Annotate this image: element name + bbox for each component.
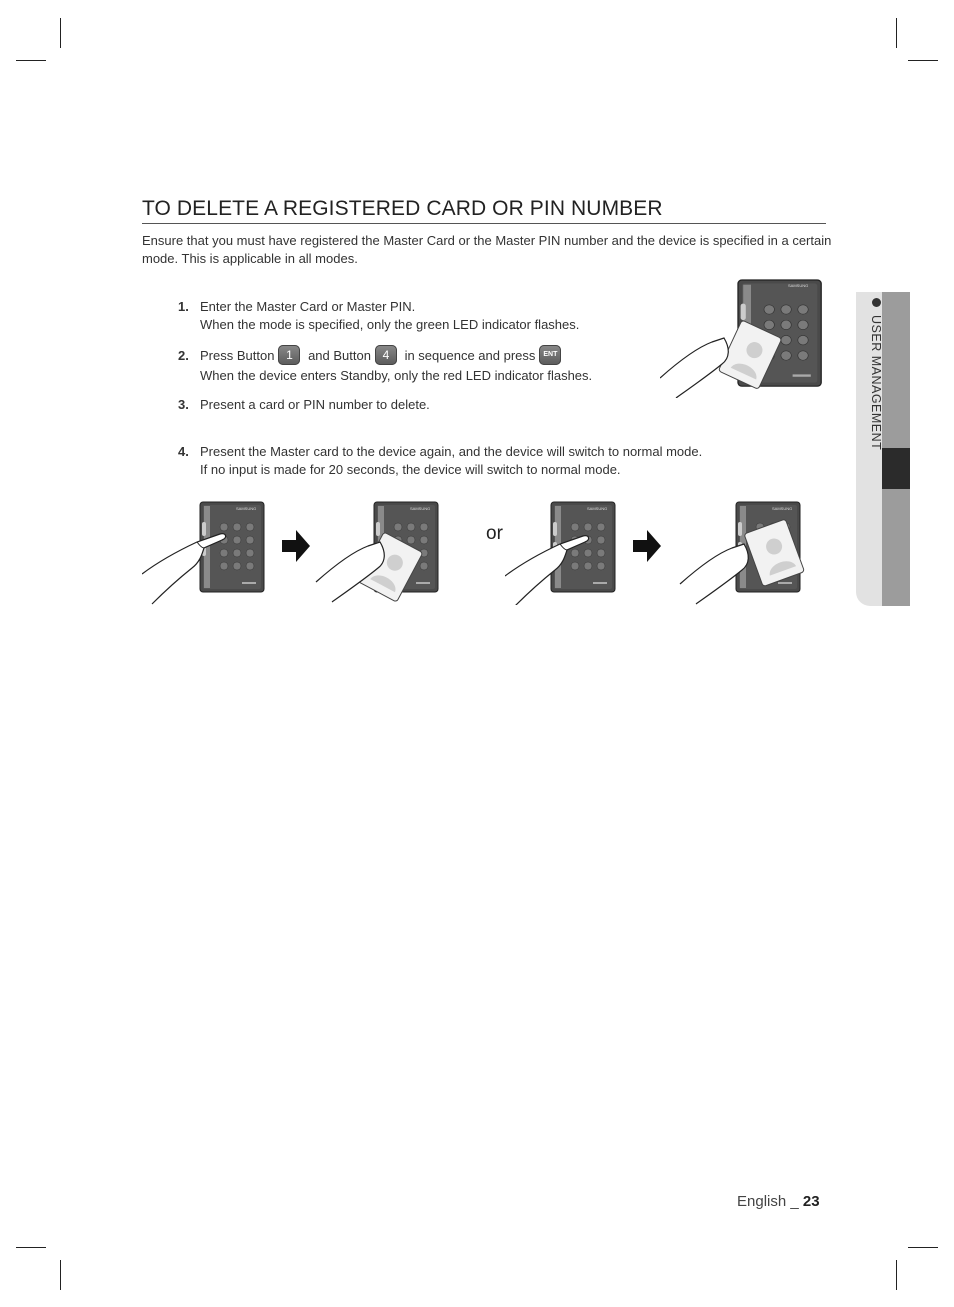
page-number: 23 [802,1193,820,1210]
step-number: 1. [178,299,189,314]
pin-entry-illustration [142,500,272,605]
section-tab-label [869,298,883,450]
brand-logo: SAMSUNG [410,506,431,511]
footer-language: English _ [737,1193,799,1210]
step-text-part: Press Button [200,348,275,363]
arrow-right-icon [633,530,661,562]
step-text: Present the Master card to the device again, and the device will switch to normal mode. [200,444,703,459]
page-footer [737,1193,820,1210]
step-text: When the device enters Standby, only the red LED indicator flashes. [200,368,593,384]
key-4-icon: 4 [375,345,397,365]
card-present-illustration [676,500,806,605]
step-number: 2. [178,348,189,363]
crop-mark [60,1260,61,1290]
step-number: 3. [178,397,189,412]
crop-mark [16,60,46,61]
card-present-illustration [312,500,442,605]
crop-mark [896,1260,897,1290]
step-number: 4. [178,444,189,459]
key-1-icon: 1 [278,345,300,365]
crop-mark [908,60,938,61]
brand-logo: SAMSUNG [587,506,608,511]
intro-paragraph: Ensure that you must have registered the Master Card or the Master PIN number and the device is specified in a certain mode. This is applicable in all modes. [142,233,832,266]
brand-logo: SAMSUNG [788,283,809,288]
section-tab-text: USER MANAGEMENT [869,315,883,451]
crop-mark [908,1247,938,1248]
card-present-illustration [660,278,826,398]
step-text: When the mode is specified, only the green LED indicator flashes. [200,317,580,332]
step-text-part: in sequence and press [404,348,536,363]
crop-mark [60,18,61,48]
arrow-right-icon [282,530,310,562]
or-label: or [486,523,503,544]
step-text: Present a card or PIN number to delete. [200,397,430,412]
step-text: Enter the Master Card or Master PIN. [200,299,416,314]
key-ent-icon: ENT [539,345,561,365]
step-text: If no input is made for 20 seconds, the device will switch to normal mode. [200,462,621,477]
step-text-part: and Button [308,348,371,363]
crop-mark [16,1247,46,1248]
step-text [200,347,720,365]
bullet-icon [872,298,881,307]
page-title: TO DELETE A REGISTERED CARD OR PIN NUMBER [142,197,826,224]
brand-logo: SAMSUNG [772,506,793,511]
crop-mark [896,18,897,48]
side-tab-marker [882,448,910,489]
pin-entry-illustration [505,500,635,605]
brand-logo: SAMSUNG [236,506,257,511]
